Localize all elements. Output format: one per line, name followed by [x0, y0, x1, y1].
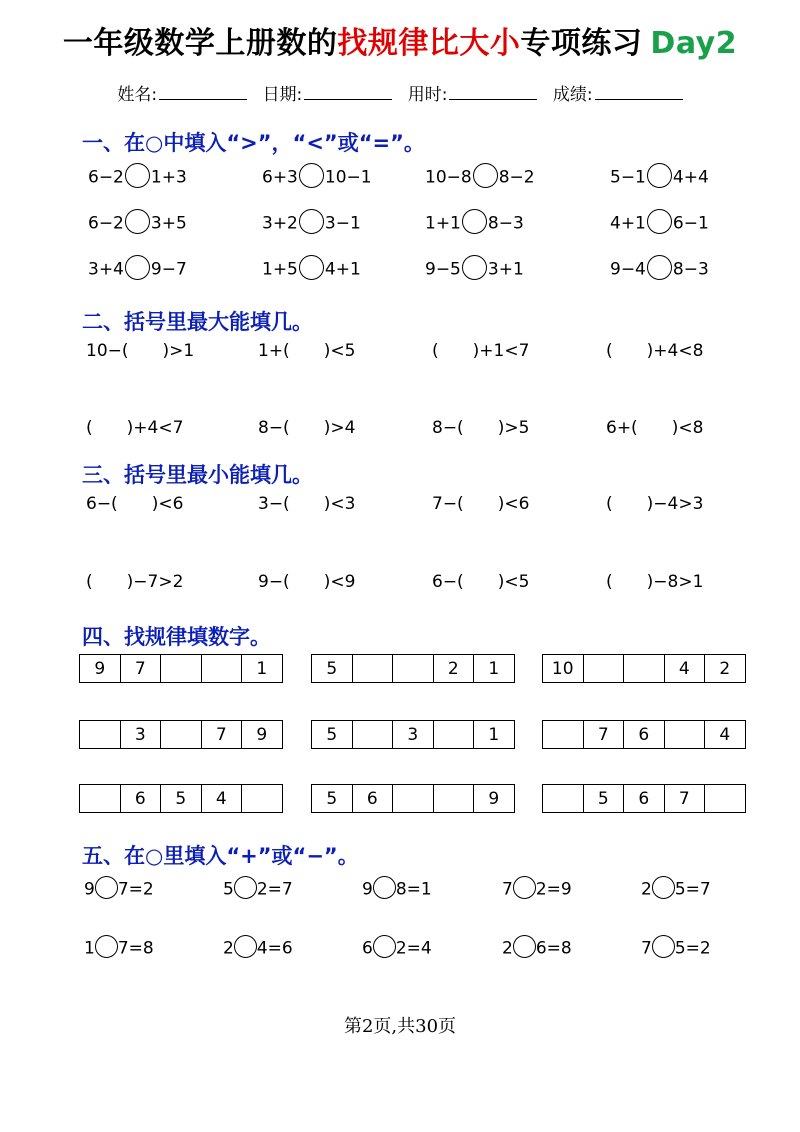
number-cell: 1 [474, 655, 515, 682]
blank-cell[interactable] [393, 655, 434, 682]
expression-right: 3+1 [487, 259, 524, 280]
equation-rest: 7=2 [117, 879, 154, 900]
answer-circle[interactable] [373, 935, 396, 958]
blank-cell[interactable] [584, 655, 625, 682]
expression-left: 1+1 [425, 213, 461, 234]
bracket-left: 10−( [86, 341, 129, 361]
bracket-right: )<6 [151, 494, 184, 514]
bracket-right: )<9 [323, 572, 356, 592]
title-part-4: Day2 [650, 26, 738, 61]
student-info-row [0, 80, 800, 105]
expression-left: 9−5 [425, 259, 461, 280]
expression-right: 3−1 [324, 213, 361, 234]
answer-circle[interactable] [125, 209, 150, 234]
score-blank[interactable] [595, 85, 683, 100]
bracket-problem [258, 494, 355, 514]
equation-rest: 6=8 [535, 938, 572, 959]
number-cell: 4 [705, 721, 746, 748]
blank-cell[interactable] [543, 721, 584, 748]
expression-left: 4+1 [610, 213, 646, 234]
blank-cell[interactable] [624, 655, 665, 682]
number-cell: 2 [434, 655, 475, 682]
expression-left: 3+4 [88, 259, 124, 280]
answer-circle[interactable] [647, 209, 672, 234]
bracket-left: 8−( [432, 418, 464, 438]
number-cell: 5 [584, 785, 625, 812]
number-cell: 9 [80, 655, 121, 682]
compare-problem [262, 211, 361, 236]
operator-problem [223, 878, 293, 901]
bracket-left: ( [606, 341, 613, 361]
bracket-problem [258, 418, 355, 438]
bracket-problem [86, 494, 183, 514]
compare-problem [425, 211, 524, 236]
number-cell: 6 [624, 721, 665, 748]
title-part-2: 找规律比大小 [337, 26, 521, 61]
number-cell: 6 [121, 785, 162, 812]
expression-right: 3+5 [150, 213, 187, 234]
answer-circle[interactable] [647, 163, 672, 188]
operator-problem [84, 878, 154, 901]
expression-left: 5−1 [610, 167, 646, 188]
blank-cell[interactable] [80, 785, 121, 812]
section-5-heading: 五、在○里填入“+”或“−”。 [82, 844, 359, 868]
expression-right: 9−7 [150, 259, 187, 280]
expression-left: 6−2 [88, 167, 124, 188]
bracket-problem [606, 418, 703, 438]
expression-right: 8−2 [498, 167, 535, 188]
answer-circle[interactable] [234, 876, 257, 899]
bracket-left: ( [432, 341, 439, 361]
bracket-right: )−8>1 [646, 572, 704, 592]
section-2-heading: 二、括号里最大能填几。 [82, 310, 313, 334]
compare-problem [88, 211, 187, 236]
operand-left: 7 [641, 938, 652, 959]
operand-left: 6 [362, 938, 373, 959]
equation-rest: 8=1 [395, 879, 432, 900]
number-sequence [542, 720, 746, 749]
blank-cell[interactable] [434, 721, 475, 748]
score-label: 成绩: [552, 85, 593, 105]
bracket-problem [606, 341, 703, 361]
number-cell: 7 [584, 721, 625, 748]
operator-problem [362, 878, 432, 901]
number-cell: 5 [312, 785, 353, 812]
bracket-problem [86, 572, 183, 592]
equation-rest: 2=7 [256, 879, 293, 900]
compare-problem [88, 257, 187, 282]
bracket-left: 6−( [86, 494, 118, 514]
answer-circle[interactable] [462, 255, 487, 280]
answer-circle[interactable] [513, 876, 536, 899]
bracket-left: 3−( [258, 494, 290, 514]
number-cell: 1 [474, 721, 515, 748]
blank-cell[interactable] [353, 721, 394, 748]
bracket-right: )−7>2 [126, 572, 184, 592]
number-cell: 4 [665, 655, 706, 682]
operator-problem [223, 937, 293, 960]
equation-rest: 4=6 [256, 938, 293, 959]
answer-circle[interactable] [125, 255, 150, 280]
equation-rest: 5=7 [674, 879, 711, 900]
expression-right: 4+4 [672, 167, 709, 188]
bracket-right: )+4<8 [646, 341, 704, 361]
bracket-problem [258, 341, 355, 361]
compare-problem [262, 257, 361, 282]
number-sequence [542, 654, 746, 683]
number-cell: 1 [242, 655, 283, 682]
bracket-problem [432, 494, 529, 514]
number-cell: 5 [161, 785, 202, 812]
bracket-problem [432, 572, 529, 592]
bracket-problem [258, 572, 355, 592]
equation-rest: 2=9 [535, 879, 572, 900]
operator-problem [84, 937, 154, 960]
time-blank[interactable] [449, 85, 537, 100]
section-1-heading: 一、在○中填入“>”，“<”或“=”。 [82, 131, 425, 155]
expression-right: 6−1 [672, 213, 709, 234]
bracket-left: 8−( [258, 418, 290, 438]
bracket-right: )>5 [497, 418, 530, 438]
bracket-right: )<8 [671, 418, 704, 438]
answer-circle[interactable] [125, 163, 150, 188]
bracket-right: )>1 [162, 341, 195, 361]
answer-circle[interactable] [299, 209, 324, 234]
worksheet-title [0, 18, 800, 62]
number-sequence [79, 654, 283, 683]
number-cell: 6 [624, 785, 665, 812]
time-label: 用时: [407, 85, 448, 105]
bracket-problem [432, 418, 529, 438]
number-cell: 9 [474, 785, 515, 812]
number-cell: 10 [543, 655, 584, 682]
section-4-heading: 四、找规律填数字。 [82, 625, 271, 649]
number-sequence [79, 784, 283, 813]
blank-cell[interactable] [242, 785, 283, 812]
number-cell: 5 [312, 655, 353, 682]
answer-circle[interactable] [473, 163, 498, 188]
bracket-right: )<5 [497, 572, 530, 592]
blank-cell[interactable] [161, 655, 202, 682]
date-blank[interactable] [304, 85, 392, 100]
answer-circle[interactable] [647, 255, 672, 280]
number-cell: 7 [121, 655, 162, 682]
bracket-problem [86, 341, 194, 361]
answer-circle[interactable] [373, 876, 396, 899]
compare-problem [425, 257, 524, 282]
bracket-left: 9−( [258, 572, 290, 592]
page-footer: 第2页,共30页 [343, 1016, 457, 1037]
bracket-right: )>4 [323, 418, 356, 438]
operator-problem [502, 878, 572, 901]
expression-right: 1+3 [150, 167, 187, 188]
compare-problem [610, 257, 709, 282]
number-sequence [79, 720, 283, 749]
expression-right: 8−3 [487, 213, 524, 234]
bracket-left: 7−( [432, 494, 464, 514]
bracket-left: ( [606, 572, 613, 592]
name-label: 姓名: [117, 85, 158, 105]
expression-right: 4+1 [324, 259, 361, 280]
operand-left: 1 [84, 938, 95, 959]
answer-circle[interactable] [513, 935, 536, 958]
number-sequence [311, 720, 515, 749]
answer-circle[interactable] [299, 255, 324, 280]
bracket-right: )<6 [497, 494, 530, 514]
number-cell: 9 [242, 721, 283, 748]
expression-right: 8−3 [672, 259, 709, 280]
date-label: 日期: [262, 85, 303, 105]
expression-left: 1+5 [262, 259, 298, 280]
title-part-3: 专项练习 [520, 26, 643, 61]
operand-left: 2 [223, 938, 234, 959]
name-blank[interactable] [159, 85, 247, 100]
bracket-right: )<5 [323, 341, 356, 361]
number-sequence [311, 654, 515, 683]
answer-circle[interactable] [95, 876, 118, 899]
answer-circle[interactable] [234, 935, 257, 958]
operand-left: 9 [362, 879, 373, 900]
section-3-heading: 三、括号里最小能填几。 [82, 463, 313, 487]
number-cell: 3 [393, 721, 434, 748]
expression-left: 9−4 [610, 259, 646, 280]
bracket-left: ( [606, 494, 613, 514]
answer-circle[interactable] [299, 163, 324, 188]
blank-cell[interactable] [434, 785, 475, 812]
number-cell: 4 [202, 785, 243, 812]
compare-problem [610, 165, 709, 190]
equation-rest: 7=8 [117, 938, 154, 959]
answer-circle[interactable] [95, 935, 118, 958]
bracket-problem [606, 494, 703, 514]
bracket-left: 6−( [432, 572, 464, 592]
number-cell: 7 [665, 785, 706, 812]
operator-problem [641, 937, 711, 960]
compare-problem [88, 165, 187, 190]
expression-right: 10−1 [324, 167, 372, 188]
bracket-problem [86, 418, 183, 438]
blank-cell[interactable] [393, 785, 434, 812]
bracket-left: ( [86, 572, 93, 592]
operand-left: 5 [223, 879, 234, 900]
number-cell: 7 [202, 721, 243, 748]
operand-left: 2 [502, 938, 513, 959]
number-cell: 6 [353, 785, 394, 812]
operator-problem [362, 937, 432, 960]
blank-cell[interactable] [353, 655, 394, 682]
number-sequence [542, 784, 746, 813]
blank-cell[interactable] [705, 785, 746, 812]
bracket-left: 1+( [258, 341, 290, 361]
number-cell: 5 [312, 721, 353, 748]
bracket-right: )−4>3 [646, 494, 704, 514]
bracket-right: )+4<7 [126, 418, 184, 438]
expression-left: 3+2 [262, 213, 298, 234]
compare-problem [610, 211, 709, 236]
answer-circle[interactable] [652, 876, 675, 899]
bracket-right: )<3 [323, 494, 356, 514]
bracket-right: )+1<7 [472, 341, 530, 361]
operator-problem [502, 937, 572, 960]
bracket-problem [606, 572, 703, 592]
blank-cell[interactable] [80, 721, 121, 748]
answer-circle[interactable] [462, 209, 487, 234]
bracket-left: ( [86, 418, 93, 438]
blank-cell[interactable] [202, 655, 243, 682]
operand-left: 7 [502, 879, 513, 900]
compare-problem [262, 165, 372, 190]
blank-cell[interactable] [665, 721, 706, 748]
number-cell: 2 [705, 655, 746, 682]
blank-cell[interactable] [543, 785, 584, 812]
operator-problem [641, 878, 711, 901]
expression-left: 6−2 [88, 213, 124, 234]
bracket-problem [432, 341, 529, 361]
answer-circle[interactable] [652, 935, 675, 958]
equation-rest: 5=2 [674, 938, 711, 959]
number-sequence [311, 784, 515, 813]
compare-problem [425, 165, 535, 190]
bracket-left: 6+( [606, 418, 638, 438]
equation-rest: 2=4 [395, 938, 432, 959]
operand-left: 9 [84, 879, 95, 900]
expression-left: 10−8 [425, 167, 472, 188]
number-cell: 3 [121, 721, 162, 748]
operand-left: 2 [641, 879, 652, 900]
expression-left: 6+3 [262, 167, 298, 188]
title-part-1: 一年级数学上册数的 [62, 26, 338, 61]
blank-cell[interactable] [161, 721, 202, 748]
